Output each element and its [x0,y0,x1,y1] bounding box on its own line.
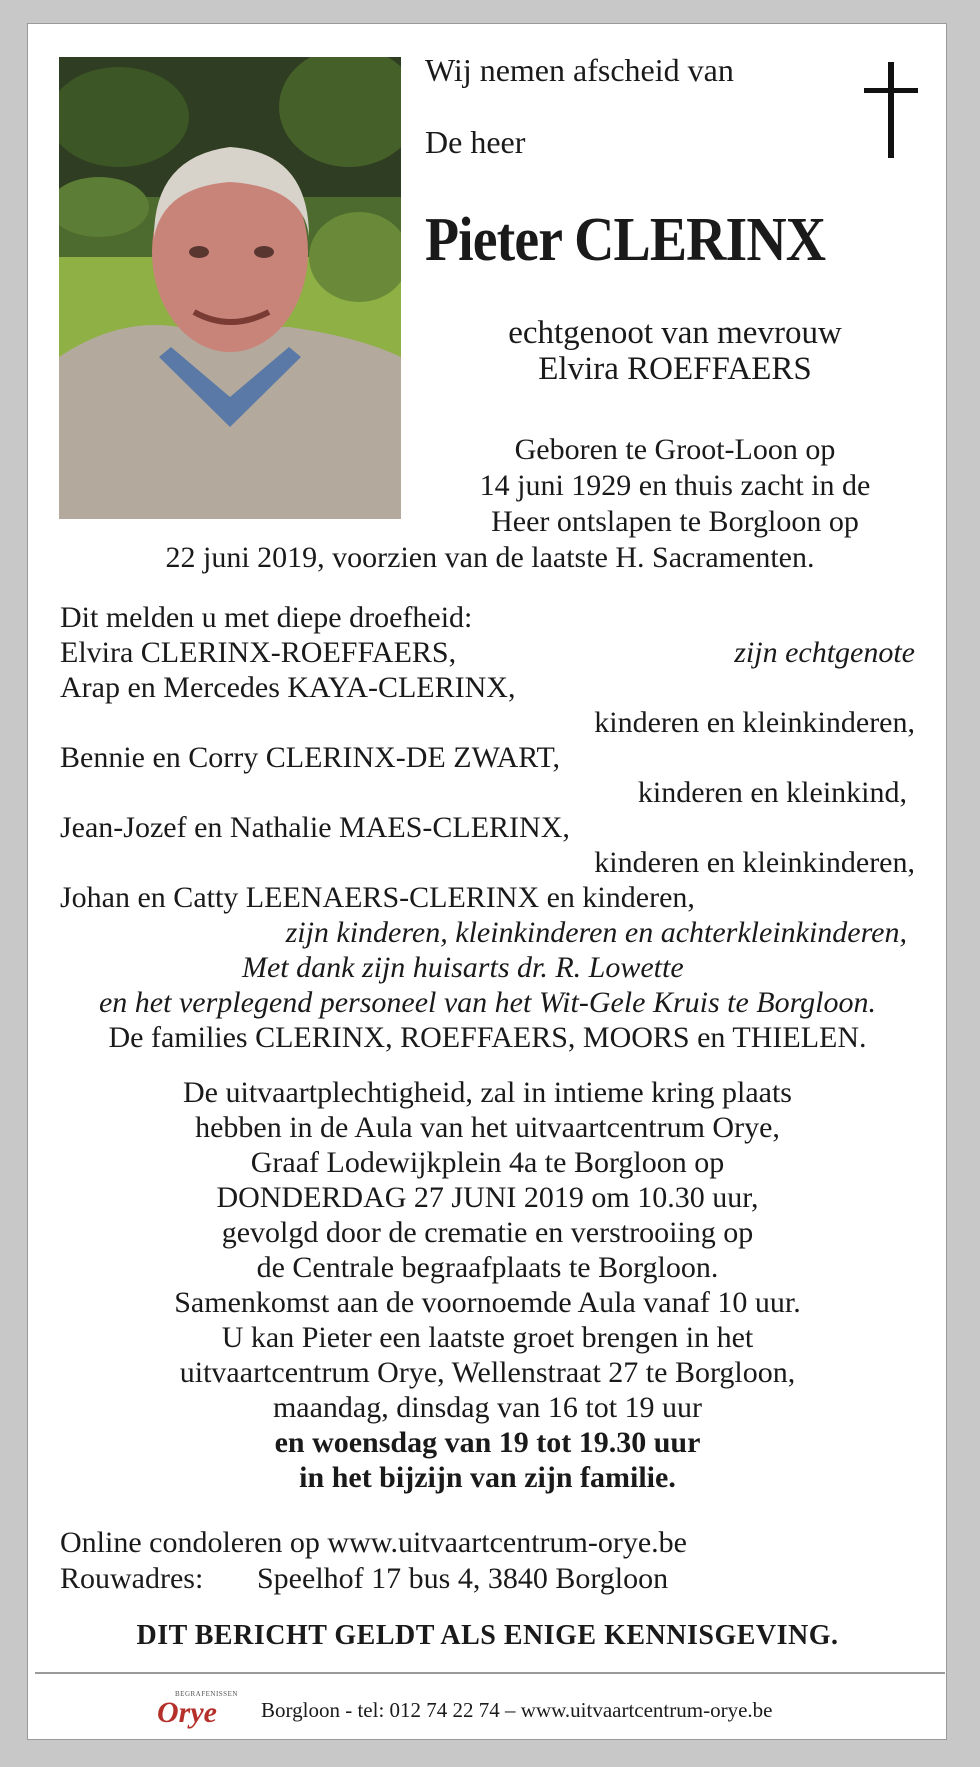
birth-line: Geboren te Groot-Loon op [514,433,836,466]
family-member: Arap en Mercedes KAYA-CLERINX, [60,671,516,704]
funeral-line: de Centrale begraafplaats te Borgloon. [256,1251,719,1284]
logo-subtitle: BEGRAFENISSEN [175,1690,238,1698]
family-lead: Dit melden u met diepe droefheid: [60,601,473,634]
sole-notice: DIT BERICHT GELDT ALS ENIGE KENNISGEVING. [136,1620,839,1651]
family-row [60,635,915,670]
mourning-address [60,1561,687,1597]
birth-line: Heer ontslapen te Borgloon op [491,505,859,538]
funeral-line: gevolgd door de crematie en verstrooiing op [221,1216,754,1249]
birth-block [405,432,945,540]
funeral-line: uitvaartcentrum Orye, Wellenstraat 27 te Borgloon, [179,1356,796,1389]
family-member: Elvira CLERINX-ROEFFAERS, [60,636,457,669]
family-relation: kinderen en kleinkinderen, [594,846,915,879]
address-label: Rouwadres: [60,1562,204,1595]
funeral-line: hebben in de Aula van het uitvaartcentrum Orye, [195,1111,780,1144]
funeral-line: DONDERDAG 27 JUNI 2019 om 10.30 uur, [216,1181,759,1214]
birth-line: 22 juni 2019, voorzien van de laatste H. Sacramenten. [165,541,815,574]
divider [35,1672,945,1674]
spouse-name: Elvira ROEFFAERS [538,351,812,387]
logo-word: Orye [157,1696,217,1729]
family-relation: zijn echtgenote [734,636,915,669]
address-value: Speelhof 17 bus 4, 3840 Borgloon [257,1562,669,1595]
family-member: Johan en Catty LEENAERS-CLERINX en kinderen, [60,881,695,914]
funeral-line: U kan Pieter een laatste groet brengen in het [221,1321,754,1354]
family-relation: kinderen en kleinkind, [637,776,907,809]
spouse-line: echtgenoot van mevrouw [508,315,842,351]
intro-text: Wij nemen afscheid van [425,52,734,88]
funeral-line: Samenkomst aan de voornoemde Aula vanaf 10 uur. [174,1286,801,1319]
funeral-line: Graaf Lodewijkplein 4a te Borgloon op [250,1146,725,1179]
cross-icon [864,62,918,158]
footer [155,1690,772,1730]
family-list [60,600,915,1055]
funeral-block [60,1075,915,1495]
visiting-note: in het bijzijn van zijn familie. [299,1461,676,1494]
birth-line: 14 juni 1929 en thuis zacht in de [479,469,871,502]
deceased-name: Pieter CLERINX [425,206,826,274]
funeral-line: maandag, dinsdag van 16 tot 19 uur [272,1391,703,1424]
visiting-hours: en woensdag van 19 tot 19.30 uur [274,1426,701,1459]
orye-logo [155,1690,245,1730]
online-condolence: Online condoleren op www.uitvaartcentrum-orye.be [60,1526,687,1559]
family-member: Bennie en Corry CLERINX-DE ZWART, [60,741,561,774]
family-member: Jean-Jozef en Nathalie MAES-CLERINX, [60,811,570,844]
funeral-line: De uitvaartplechtigheid, zal in intieme kring plaats [183,1076,792,1109]
thanks-line: Met dank zijn huisarts dr. R. Lowette [242,951,684,984]
thanks-line: en het verplegend personeel van het Wit-Gele Kruis te Borgloon. [98,986,877,1019]
family-relation: kinderen en kleinkinderen, [594,706,915,739]
family-relation: zijn kinderen, kleinkinderen en achterkleinkinderen, [285,916,907,949]
contact-block [60,1525,687,1597]
families-line: De families CLERINX, ROEFFAERS, MOORS en THIELEN. [108,1021,867,1054]
spouse-block [405,315,945,387]
footer-contact: Borgloon - tel: 012 74 22 74 – www.uitvaartcentrum-orye.be [261,1697,773,1722]
title-prefix: De heer [425,124,526,160]
portrait-photo [59,57,401,519]
